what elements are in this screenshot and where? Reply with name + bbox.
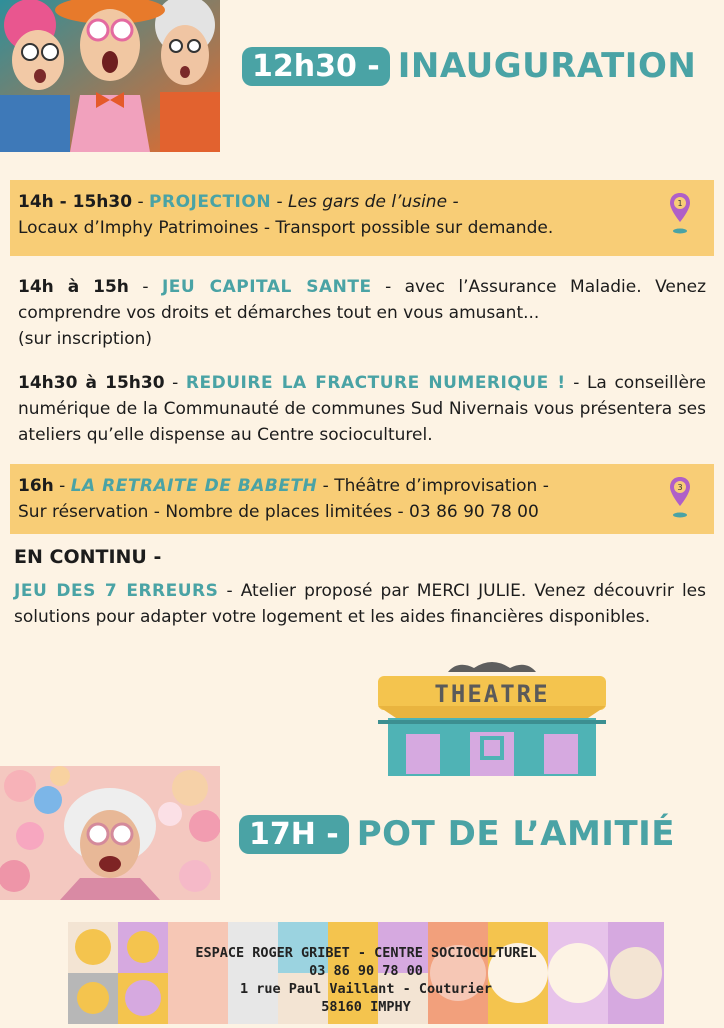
event-note: (sur inscription) xyxy=(18,329,153,349)
event-name: LA RETRAITE DE BABETH xyxy=(70,476,318,496)
balloons-photo xyxy=(0,766,220,900)
svg-text:1: 1 xyxy=(677,199,683,208)
event-name: PROJECTION xyxy=(149,192,272,212)
inauguration-headline xyxy=(242,46,696,86)
venue-street: 1 rue Paul Vaillant - Couturier xyxy=(240,981,492,997)
event-time: 14h30 à 15h30 xyxy=(18,373,165,393)
map-pin-icon xyxy=(669,476,691,520)
venue-phone: 03 86 90 78 00 xyxy=(309,963,423,979)
event-time: 14h à 15h xyxy=(18,277,129,297)
elderly-woman-balloons-illustration xyxy=(0,766,220,900)
event-description: - Atelier proposé par MERCI JULIE. Venez découvrir les solutions pour adapter votre logement et les aides financières disponibles. xyxy=(14,581,706,627)
event-time: 14h - 15h30 xyxy=(18,192,133,212)
inauguration-time: 12h30 - xyxy=(242,47,390,86)
closing-time: 17H - xyxy=(239,815,349,854)
event-babeth-text: 16h - LA RETRAITE DE BABETH - Théâtre d’improvisation - Sur réservation - Nombre de places limitées - 03 86 90 78 00 xyxy=(18,476,549,522)
event-name: JEU CAPITAL SANTE xyxy=(161,277,372,297)
event-fracture-numerique: 14h30 à 15h30 - REDUIRE LA FRACTURE NUMERIQUE ! - La conseillère numérique de la Communauté de communes Sud Nivernais vous présentera ses ateliers qu’elle dispense au Centre socioculturel. xyxy=(18,373,706,445)
venue-city: 58160 IMPHY xyxy=(321,999,411,1015)
theatre-sign-text: THEATRE xyxy=(434,680,550,708)
continuous-event xyxy=(14,578,706,630)
elderly-group-illustration xyxy=(0,0,220,152)
event-subtitle: Les gars de l’usine - xyxy=(288,192,459,212)
event-location: Locaux d’Imphy Patrimoines - Transport possible sur demande. xyxy=(18,218,554,238)
svg-text:3: 3 xyxy=(677,483,683,492)
theatre-illustration xyxy=(378,658,606,776)
event-time: 16h xyxy=(18,476,54,496)
event-projection xyxy=(10,180,714,256)
header-photo xyxy=(0,0,220,152)
event-booking: Sur réservation - Nombre de places limitées - 03 86 90 78 00 xyxy=(18,502,539,522)
footer-banner xyxy=(68,922,664,1024)
event-projection-text: 14h - 15h30 - PROJECTION - Les gars de l’usine - Locaux d’Imphy Patrimoines - Transport possible sur demande. xyxy=(18,192,554,238)
closing-headline xyxy=(239,814,675,854)
inauguration-title: INAUGURATION xyxy=(397,46,697,86)
continuous-heading: EN CONTINU - xyxy=(14,546,162,568)
theatre-icon xyxy=(378,658,606,776)
event-description: - Théâtre d’improvisation - xyxy=(317,476,549,496)
event-description: - La conseillère numérique de la Communauté de communes Sud Nivernais vous présentera ses ateliers qu’elle dispense au Centre socioculturel. xyxy=(18,373,706,445)
closing-title: POT DE L’AMITIÉ xyxy=(356,814,676,854)
event-name: REDUIRE LA FRACTURE NUMERIQUE ! xyxy=(185,373,566,393)
venue-name: ESPACE ROGER GRIBET - CENTRE SOCIOCULTUREL xyxy=(195,945,537,961)
event-babeth xyxy=(10,464,714,534)
footer-address xyxy=(148,944,584,1016)
event-description: - avec l’Assurance Maladie. Venez comprendre vos droits et démarches tout en vous amusant... xyxy=(18,277,707,323)
event-capital-sante: 14h à 15h - JEU CAPITAL SANTE - avec l’Assurance Maladie. Venez comprendre vos droits et démarches tout en vous amusant... (sur inscription) xyxy=(18,277,707,349)
map-pin-icon xyxy=(669,192,691,236)
event-name: JEU DES 7 ERREURS xyxy=(14,581,219,601)
